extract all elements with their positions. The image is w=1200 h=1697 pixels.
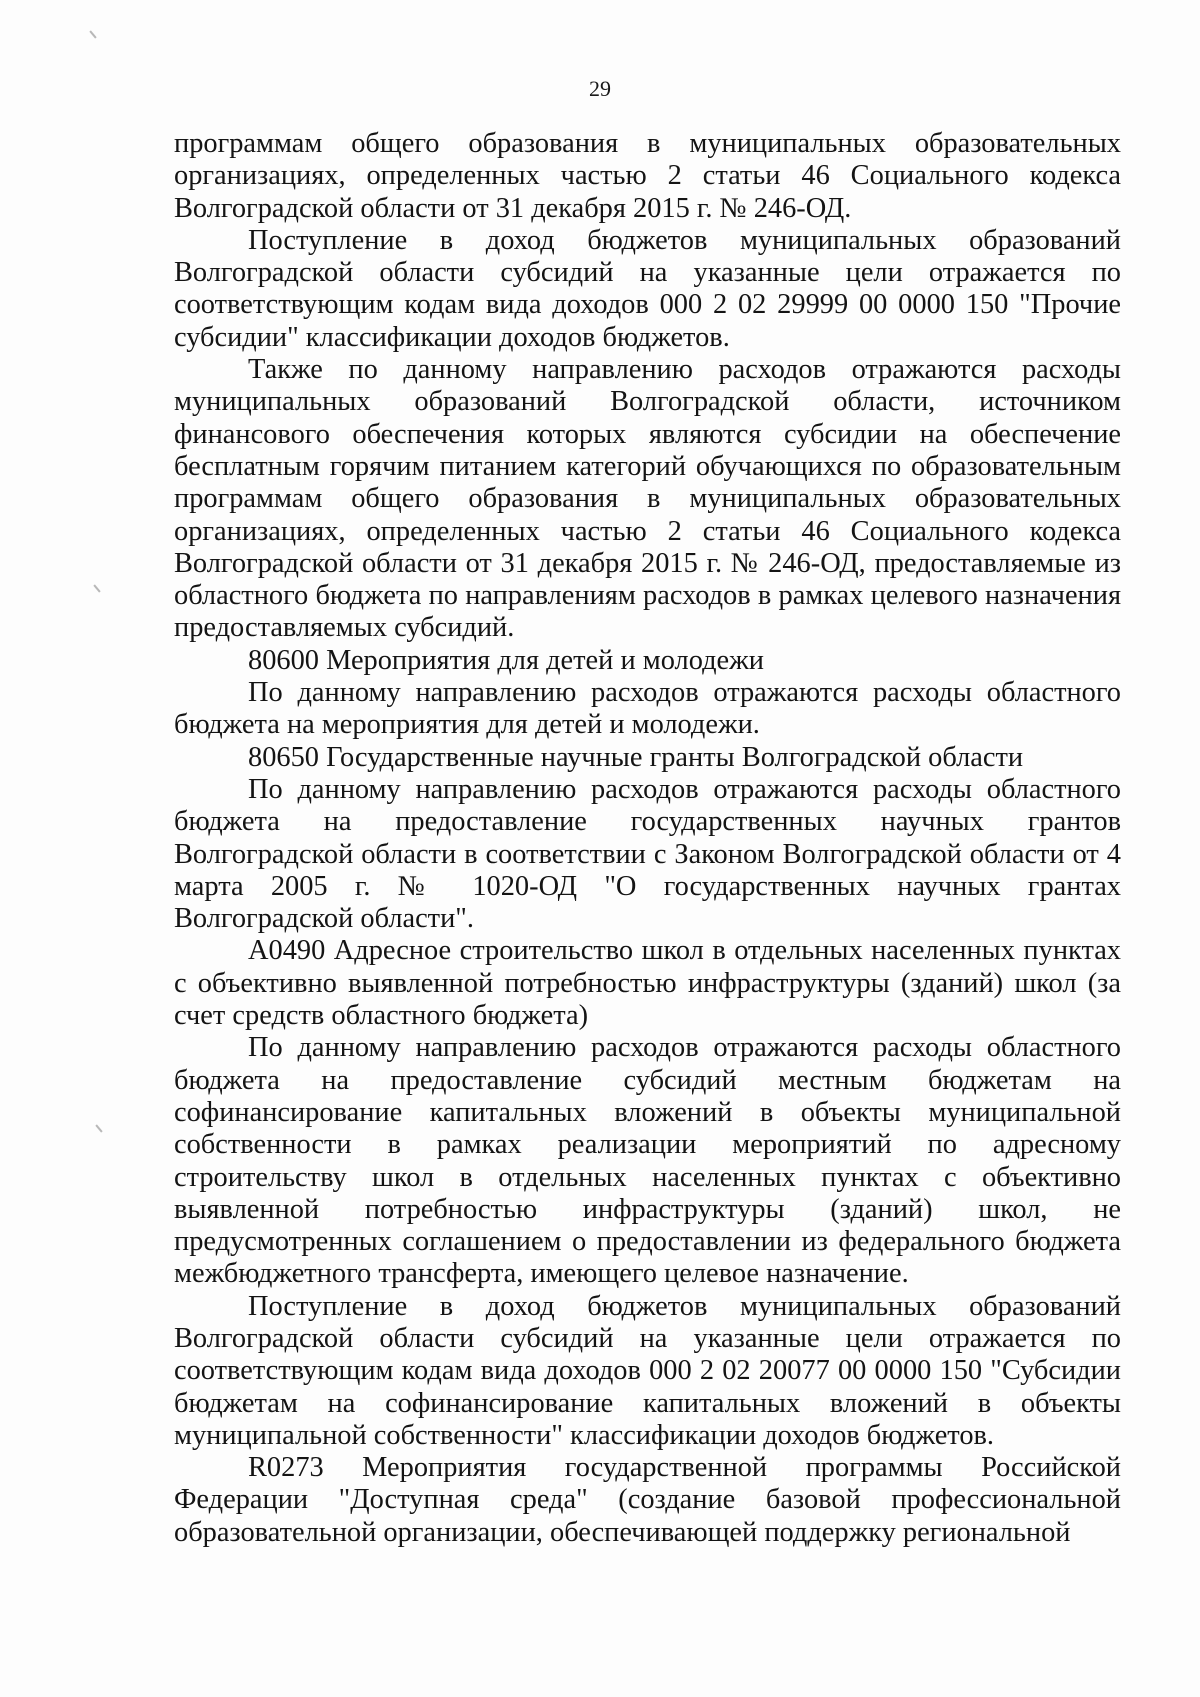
paragraph: Поступление в доход бюджетов муниципальных образований Волгоградской области субсидий на указанные цели отражается по соответствующим кодам вида доходов 000 2 02 20077 00 0000 150 "Субсидии бюджетам на софинансирование капитальных вложений в объекты муниципальной собственности" классификации доходов бюджетов. [174, 1290, 1121, 1451]
paragraph: По данному направлению расходов отражаются расходы областного бюджета на мероприятия для детей и молодежи. [174, 677, 1121, 741]
paragraph: Также по данному направлению расходов отражаются расходы муниципальных образований Волгоградской области, источником финансового обеспечения которых являются субсидии на обеспечение бесплатным горячим питанием категорий обучающихся по образовательным программам общего образования в муниципальных образовательных организациях, определенных частью 2 статьи 46 Социального кодекса Волгоградской области от 31 декабря 2015 г. № 246-ОД, предоставляемые из областного бюджета по направлениям расходов в рамках целевого назначения предоставляемых субсидий. [174, 354, 1121, 644]
paragraph: программам общего образования в муниципальных образовательных организациях, определенных частью 2 статьи 46 Социального кодекса Волгоградской области от 31 декабря 2015 г. № 246-ОД. [174, 128, 1121, 224]
scan-artifact [93, 584, 100, 592]
section-heading: А0490 Адресное строительство школ в отдельных населенных пунктах с объективно выявленной потребностью инфраструктуры (зданий) школ (за счет средств областного бюджета) [174, 935, 1121, 1032]
section-heading: R0273 Мероприятия государственной программы Российской Федерации "Доступная среда" (создание базовой профессиональной образовательной организации, обеспечивающей поддержку региональной [174, 1452, 1121, 1548]
page-number: 29 [589, 76, 611, 101]
scan-artifact [95, 1124, 102, 1132]
section-heading: 80650 Государственные научные гранты Волгоградской области [248, 741, 1024, 773]
paragraph: Поступление в доход бюджетов муниципальных образований Волгоградской области субсидий на указанные цели отражается по соответствующим кодам вида доходов 000 2 02 29999 00 0000 150 "Прочие субсидии" классификации доходов бюджетов. [174, 224, 1121, 353]
document-body [174, 128, 1121, 1549]
scan-artifact [89, 30, 96, 38]
paragraph: По данному направлению расходов отражаются расходы областного бюджета на предоставление государственных научных грантов Волгоградской области в соответствии с Законом Волгоградской области от 4 марта 2005 г. № 1020-ОД "О государственных научных грантах Волгоградской области". [174, 773, 1121, 935]
section-heading: 80600 Мероприятия для детей и молодежи [248, 644, 764, 676]
paragraph: По данному направлению расходов отражаются расходы областного бюджета на предоставление субсидий местным бюджетам на софинансирование капитальных вложений в объекты муниципальной собственности в рамках реализации мероприятий по адресному строительству школ в отдельных населенных пунктах с объективно выявленной потребностью инфраструктуры (зданий) школ, не предусмотренных соглашением о предоставлении из федерального бюджета межбюджетного трансферта, имеющего целевое назначение. [174, 1032, 1121, 1290]
